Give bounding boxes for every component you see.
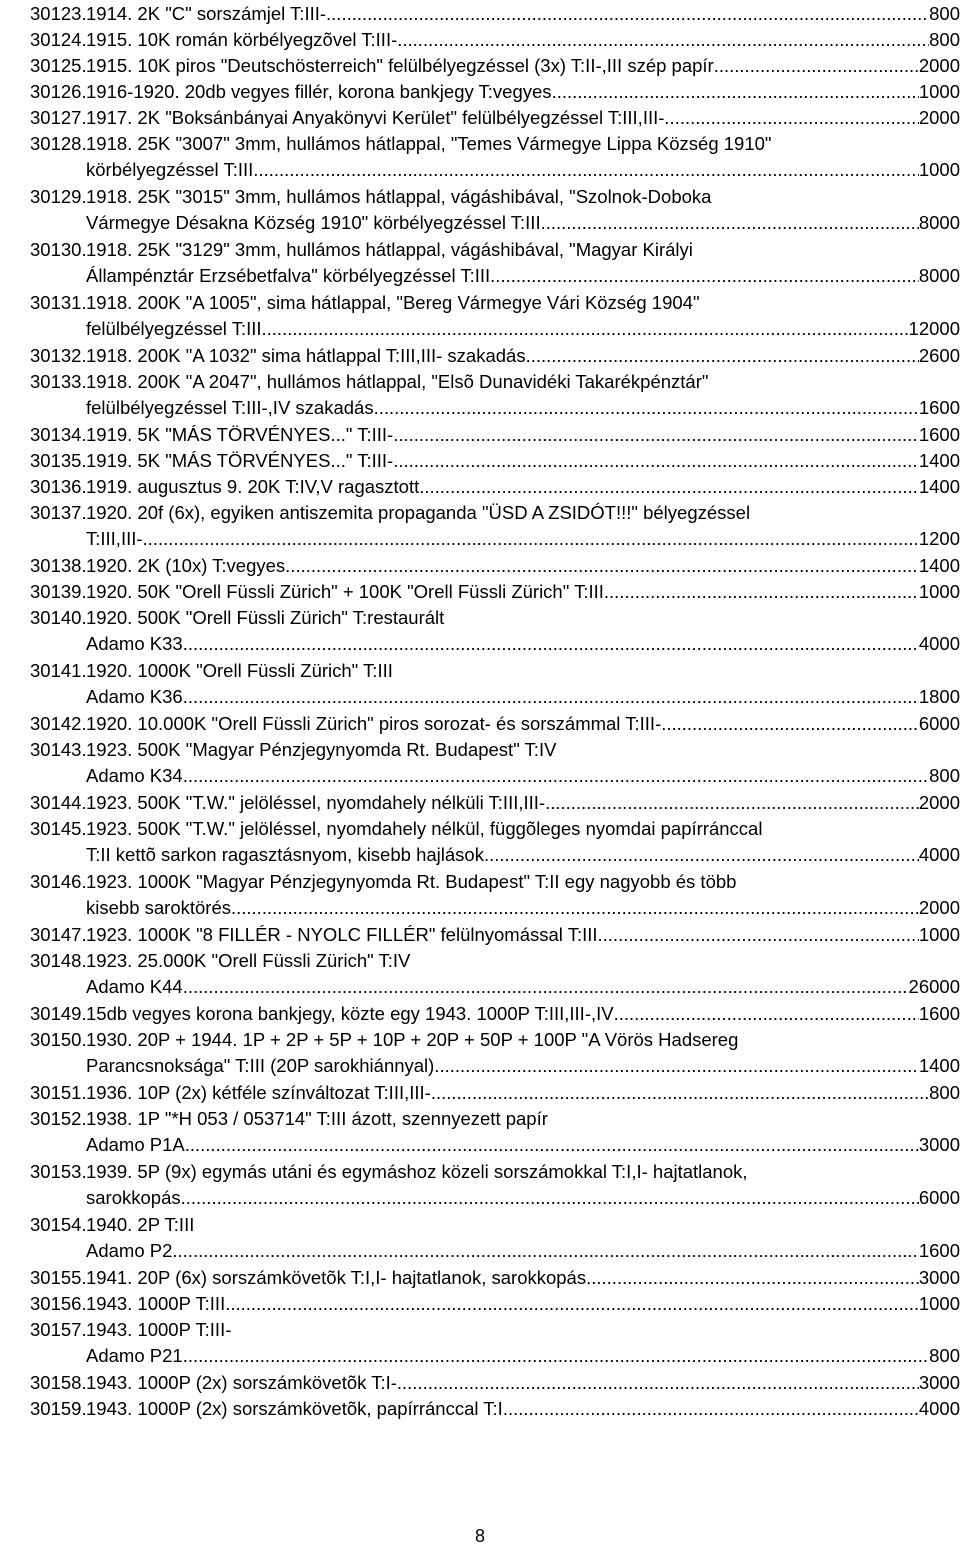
lot-description-line: 1920. 20f (6x), egyiken antiszemita propaganda "ÜSD A ZSIDÓT!!!" bélyegzéssel bbox=[86, 502, 751, 523]
lot-description bbox=[86, 1, 960, 27]
lot-description-line: 1923. 25.000K "Orell Füssli Zürich" T:IV bbox=[86, 950, 411, 971]
lot-price-line bbox=[86, 553, 960, 579]
lot-description-line: 1943. 1000P T:III- bbox=[86, 1319, 232, 1340]
lot-entry bbox=[30, 1265, 960, 1291]
lot-description-line: 1923. 1000K "Magyar Pénzjegynyomda Rt. Budapest" T:II egy nagyobb és több bbox=[86, 871, 737, 892]
dot-leader bbox=[586, 1265, 919, 1291]
lot-number: 30147. bbox=[30, 924, 87, 945]
lot-price: 800 bbox=[929, 3, 960, 24]
lot-description-line: 1916-1920. 20db vegyes fillér, korona bankjegy T:vegyes bbox=[86, 81, 552, 102]
lot-number: 30152. bbox=[30, 1108, 87, 1129]
lot-description bbox=[86, 816, 960, 868]
lot-entry bbox=[30, 1027, 960, 1079]
lot-price: 1000 bbox=[918, 924, 960, 945]
lot-entry bbox=[30, 1317, 960, 1369]
lot-entry bbox=[30, 105, 960, 131]
dot-leader bbox=[393, 422, 919, 448]
lot-entry bbox=[30, 922, 960, 948]
lot-description bbox=[86, 448, 960, 474]
dot-leader bbox=[490, 263, 919, 289]
lot-price-line bbox=[86, 27, 960, 53]
lot-entry bbox=[30, 869, 960, 921]
lot-description bbox=[86, 369, 960, 421]
dot-leader bbox=[541, 210, 919, 236]
lot-price: 1600 bbox=[918, 397, 960, 418]
lot-description bbox=[86, 658, 960, 710]
lot-number: 30133. bbox=[30, 371, 87, 392]
lot-description bbox=[86, 1001, 960, 1027]
lot-list bbox=[30, 1, 960, 1422]
lot-number: 30126. bbox=[30, 81, 87, 102]
lot-description-line: 1920. 1000K "Orell Füssli Zürich" T:III bbox=[86, 660, 393, 681]
lot-entry bbox=[30, 1291, 960, 1317]
lot-description-line: 1918. 25K "3007" 3mm, hullámos hátlappal, "Temes Vármegye Lippa Község 1910" bbox=[86, 133, 772, 154]
lot-price: 4000 bbox=[918, 633, 960, 654]
lot-entry bbox=[30, 1370, 960, 1396]
lot-description-line: 1923. 500K "T.W." jelöléssel, nyomdahely nélkül, függõleges nyomdai papírránccal bbox=[86, 818, 763, 839]
lot-description-line: 1918. 25K "3015" 3mm, hullámos hátlappal, vágáshibával, "Szolnok-Doboka bbox=[86, 186, 712, 207]
lot-entry bbox=[30, 711, 960, 737]
lot-description bbox=[86, 922, 960, 948]
lot-description bbox=[86, 131, 960, 183]
lot-price-line bbox=[86, 922, 960, 948]
lot-price: 4000 bbox=[918, 1398, 960, 1419]
lot-description-line: Állampénztár Erzsébetfalva" körbélyegzéssel T:III bbox=[86, 265, 491, 286]
lot-price: 1600 bbox=[918, 1240, 960, 1261]
lot-description-line: 1919. 5K "MÁS TÖRVÉNYES..." T:III- bbox=[86, 424, 394, 445]
dot-leader bbox=[661, 711, 919, 737]
lot-description-line: 1919. augusztus 9. 20K T:IV,V ragasztott bbox=[86, 476, 420, 497]
lot-price: 800 bbox=[929, 1345, 960, 1366]
lot-entry bbox=[30, 658, 960, 710]
lot-description bbox=[86, 500, 960, 552]
lot-price: 1400 bbox=[918, 1055, 960, 1076]
lot-price-line bbox=[86, 1370, 960, 1396]
lot-description-line: 1943. 1000P T:III bbox=[86, 1293, 226, 1314]
lot-description-line: felülbélyegzéssel T:III-,IV szakadás bbox=[86, 397, 374, 418]
dot-leader bbox=[225, 1291, 919, 1317]
lot-entry bbox=[30, 474, 960, 500]
lot-price-line bbox=[86, 422, 960, 448]
lot-entry bbox=[30, 948, 960, 1000]
lot-entry bbox=[30, 53, 960, 79]
lot-description bbox=[86, 237, 960, 289]
dot-leader bbox=[526, 343, 919, 369]
lot-description-line: Adamo K36 bbox=[86, 686, 183, 707]
lot-price-line bbox=[86, 263, 960, 289]
lot-price-line bbox=[86, 1291, 960, 1317]
lot-price-line bbox=[86, 579, 960, 605]
dot-leader bbox=[183, 631, 919, 657]
lot-number: 30129. bbox=[30, 186, 87, 207]
dot-leader bbox=[503, 1396, 919, 1422]
dot-leader bbox=[374, 395, 919, 421]
lot-description bbox=[86, 579, 960, 605]
dot-leader bbox=[393, 448, 919, 474]
lot-entry bbox=[30, 1396, 960, 1422]
lot-number: 30157. bbox=[30, 1319, 87, 1340]
lot-description bbox=[86, 1291, 960, 1317]
lot-description-line: T:II kettõ sarkon ragasztásnyom, kisebb hajlások bbox=[86, 844, 484, 865]
lot-description-line: Adamo P1A bbox=[86, 1134, 185, 1155]
lot-price: 1000 bbox=[918, 1293, 960, 1314]
lot-description bbox=[86, 105, 960, 131]
lot-price-line bbox=[86, 1132, 960, 1158]
lot-price-line bbox=[86, 526, 960, 552]
lot-price-line bbox=[86, 316, 960, 342]
lot-description bbox=[86, 948, 960, 1000]
lot-price: 2000 bbox=[918, 792, 960, 813]
dot-leader bbox=[185, 1132, 919, 1158]
dot-leader bbox=[326, 1, 929, 27]
lot-price: 1000 bbox=[918, 581, 960, 602]
lot-price-line bbox=[86, 395, 960, 421]
lot-price-line bbox=[86, 974, 960, 1000]
lot-description-line: 1915. 10K román körbélyegzõvel T:III- bbox=[86, 29, 398, 50]
lot-price: 1200 bbox=[918, 528, 960, 549]
lot-number: 30155. bbox=[30, 1267, 87, 1288]
dot-leader bbox=[183, 974, 909, 1000]
lot-entry bbox=[30, 1212, 960, 1264]
dot-leader bbox=[397, 27, 929, 53]
lot-description-line: 1941. 20P (6x) sorszámkövetõk T:I,I- hajtatlanok, sarokkopás bbox=[86, 1267, 587, 1288]
lot-entry bbox=[30, 237, 960, 289]
lot-number: 30132. bbox=[30, 345, 87, 366]
lot-entry bbox=[30, 290, 960, 342]
dot-leader bbox=[419, 474, 919, 500]
lot-number: 30149. bbox=[30, 1003, 87, 1024]
lot-description-line: 1920. 2K (10x) T:vegyes bbox=[86, 555, 286, 576]
page-number: 8 bbox=[474, 1526, 485, 1546]
lot-description bbox=[86, 343, 960, 369]
lot-price: 6000 bbox=[918, 1187, 960, 1208]
lot-entry bbox=[30, 343, 960, 369]
lot-description bbox=[86, 474, 960, 500]
lot-number: 30123. bbox=[30, 3, 87, 24]
dot-leader bbox=[604, 579, 919, 605]
lot-number: 30142. bbox=[30, 713, 87, 734]
lot-price-line bbox=[86, 343, 960, 369]
lot-description-line: felülbélyegzéssel T:III bbox=[86, 318, 262, 339]
lot-price-line bbox=[86, 53, 960, 79]
lot-price: 800 bbox=[929, 765, 960, 786]
lot-number: 30127. bbox=[30, 107, 87, 128]
lot-description bbox=[86, 711, 960, 737]
lot-description-line: körbélyegzéssel T:III bbox=[86, 159, 254, 180]
lot-description-line: 1943. 1000P (2x) sorszámkövetõk, papírránccal T:I bbox=[86, 1398, 503, 1419]
lot-description bbox=[86, 184, 960, 236]
lot-entry bbox=[30, 1, 960, 27]
lot-price-line bbox=[86, 1001, 960, 1027]
lot-number: 30158. bbox=[30, 1372, 87, 1393]
lot-description-line: 1918. 200K "A 1005", sima hátlappal, "Bereg Vármegye Vári Község 1904" bbox=[86, 292, 700, 313]
dot-leader bbox=[484, 842, 919, 868]
lot-price: 800 bbox=[929, 29, 960, 50]
lot-price: 2000 bbox=[918, 55, 960, 76]
lot-description bbox=[86, 553, 960, 579]
lot-entry bbox=[30, 131, 960, 183]
lot-description-line: 1940. 2P T:III bbox=[86, 1214, 195, 1235]
dot-leader bbox=[614, 1001, 919, 1027]
lot-price: 2000 bbox=[918, 897, 960, 918]
lot-price-line bbox=[86, 684, 960, 710]
lot-description-line: 1920. 500K "Orell Füssli Zürich" T:restaurált bbox=[86, 607, 445, 628]
lot-number: 30136. bbox=[30, 476, 87, 497]
lot-price-line bbox=[86, 790, 960, 816]
lot-entry bbox=[30, 422, 960, 448]
lot-price-line bbox=[86, 105, 960, 131]
dot-leader bbox=[183, 763, 929, 789]
lot-description-line: 15db vegyes korona bankjegy, közte egy 1943. 1000P T:III,III-,IV bbox=[86, 1003, 614, 1024]
lot-description bbox=[86, 790, 960, 816]
lot-number: 30134. bbox=[30, 424, 87, 445]
lot-number: 30128. bbox=[30, 133, 87, 154]
lot-number: 30135. bbox=[30, 450, 87, 471]
lot-description bbox=[86, 422, 960, 448]
lot-price-line bbox=[86, 474, 960, 500]
lot-description-line: Adamo P2 bbox=[86, 1240, 173, 1261]
lot-description bbox=[86, 1396, 960, 1422]
lot-entry bbox=[30, 605, 960, 657]
lot-price: 1600 bbox=[918, 424, 960, 445]
lot-entry bbox=[30, 1106, 960, 1158]
lot-price-line bbox=[86, 448, 960, 474]
lot-entry bbox=[30, 79, 960, 105]
lot-price: 3000 bbox=[918, 1134, 960, 1155]
lot-entry bbox=[30, 369, 960, 421]
lot-entry bbox=[30, 448, 960, 474]
lot-number: 30150. bbox=[30, 1029, 87, 1050]
lot-description bbox=[86, 1265, 960, 1291]
lot-description-line: 1918. 200K "A 1032" sima hátlappal T:III,III- szakadás bbox=[86, 345, 526, 366]
lot-price: 1600 bbox=[918, 1003, 960, 1024]
lot-description-line: 1919. 5K "MÁS TÖRVÉNYES..." T:III- bbox=[86, 450, 394, 471]
lot-number: 30143. bbox=[30, 739, 87, 760]
lot-price: 6000 bbox=[918, 713, 960, 734]
dot-leader bbox=[183, 1343, 929, 1369]
lot-price: 3000 bbox=[918, 1372, 960, 1393]
lot-price: 1400 bbox=[918, 450, 960, 471]
lot-description bbox=[86, 1317, 960, 1369]
lot-description bbox=[86, 605, 960, 657]
lot-number: 30151. bbox=[30, 1082, 87, 1103]
dot-leader bbox=[431, 1080, 929, 1106]
lot-price-line bbox=[86, 1238, 960, 1264]
dot-leader bbox=[231, 895, 919, 921]
lot-entry bbox=[30, 27, 960, 53]
lot-description-line: 1923. 500K "Magyar Pénzjegynyomda Rt. Budapest" T:IV bbox=[86, 739, 557, 760]
lot-entry bbox=[30, 184, 960, 236]
lot-price-line bbox=[86, 1185, 960, 1211]
lot-description-line: 1923. 500K "T.W." jelöléssel, nyomdahely nélküli T:III,III- bbox=[86, 792, 546, 813]
dot-leader bbox=[262, 316, 909, 342]
lot-price: 1000 bbox=[918, 159, 960, 180]
dot-leader bbox=[714, 53, 919, 79]
dot-leader bbox=[598, 922, 919, 948]
lot-entry bbox=[30, 553, 960, 579]
lot-number: 30153. bbox=[30, 1161, 87, 1182]
lot-description bbox=[86, 290, 960, 342]
lot-price: 8000 bbox=[918, 212, 960, 233]
lot-number: 30145. bbox=[30, 818, 87, 839]
lot-number: 30144. bbox=[30, 792, 87, 813]
lot-price-line bbox=[86, 631, 960, 657]
lot-description-line: Parancsnoksága" T:III (20P sarokhiánnyal) bbox=[86, 1055, 435, 1076]
lot-number: 30140. bbox=[30, 607, 87, 628]
lot-description-line: kisebb saroktörés bbox=[86, 897, 231, 918]
lot-description bbox=[86, 1370, 960, 1396]
lot-price: 800 bbox=[929, 1082, 960, 1103]
lot-entry bbox=[30, 816, 960, 868]
dot-leader bbox=[143, 526, 919, 552]
lot-description-line: Adamo K33 bbox=[86, 633, 183, 654]
lot-description-line: 1917. 2K "Boksánbányai Anyakönyvi Kerület" felülbélyegzéssel T:III,III- bbox=[86, 107, 665, 128]
lot-description-line: 1918. 200K "A 2047", hullámos hátlappal, "Elsõ Dunavidéki Takarékpénztár" bbox=[86, 371, 709, 392]
dot-leader bbox=[253, 157, 919, 183]
dot-leader bbox=[183, 684, 919, 710]
lot-number: 30141. bbox=[30, 660, 87, 681]
lot-description-line: 1920. 10.000K "Orell Füssli Zürich" piros sorozat- és sorszámmal T:III- bbox=[86, 713, 662, 734]
lot-description-line: 1939. 5P (9x) egymás utáni és egymáshoz közeli sorszámokkal T:I,I- hajtatlanok, bbox=[86, 1161, 748, 1182]
lot-number: 30139. bbox=[30, 581, 87, 602]
lot-number: 30137. bbox=[30, 502, 87, 523]
lot-price-line bbox=[86, 210, 960, 236]
lot-description-line: 1936. 10P (2x) kétféle színváltozat T:III,III- bbox=[86, 1082, 431, 1103]
lot-entry bbox=[30, 500, 960, 552]
lot-description-line: 1920. 50K "Orell Füssli Zürich" + 100K "Orell Füssli Zürich" T:III bbox=[86, 581, 604, 602]
lot-number: 30125. bbox=[30, 55, 87, 76]
lot-price-line bbox=[86, 1053, 960, 1079]
lot-price-line bbox=[86, 1080, 960, 1106]
dot-leader bbox=[397, 1370, 919, 1396]
lot-description bbox=[86, 737, 960, 789]
lot-number: 30130. bbox=[30, 239, 87, 260]
lot-price: 26000 bbox=[908, 976, 960, 997]
lot-number: 30138. bbox=[30, 555, 87, 576]
lot-entry bbox=[30, 579, 960, 605]
lot-price-line bbox=[86, 1343, 960, 1369]
lot-description-line: 1938. 1P "*H 053 / 053714" T:III ázott, szennyezett papír bbox=[86, 1108, 548, 1129]
lot-price: 12000 bbox=[908, 318, 960, 339]
lot-price-line bbox=[86, 157, 960, 183]
lot-description bbox=[86, 1212, 960, 1264]
dot-leader bbox=[172, 1238, 918, 1264]
lot-price: 1000 bbox=[918, 81, 960, 102]
lot-price: 1400 bbox=[918, 476, 960, 497]
lot-description-line: Adamo K34 bbox=[86, 765, 183, 786]
lot-price: 3000 bbox=[918, 1267, 960, 1288]
lot-description-line: 1915. 10K piros "Deutschösterreich" felülbélyegzéssel (3x) T:II-,III szép papír bbox=[86, 55, 714, 76]
dot-leader bbox=[285, 553, 919, 579]
lot-price: 8000 bbox=[918, 265, 960, 286]
lot-entry bbox=[30, 1159, 960, 1211]
dot-leader bbox=[545, 790, 919, 816]
lot-entry bbox=[30, 790, 960, 816]
lot-description-line: 1914. 2K "C" sorszámjel T:III- bbox=[86, 3, 327, 24]
dot-leader bbox=[434, 1053, 919, 1079]
lot-description-line: Adamo P21 bbox=[86, 1345, 183, 1366]
lot-price: 2000 bbox=[918, 107, 960, 128]
lot-description bbox=[86, 1159, 960, 1211]
lot-description bbox=[86, 1080, 960, 1106]
lot-price-line bbox=[86, 1396, 960, 1422]
lot-price-line bbox=[86, 711, 960, 737]
lot-description bbox=[86, 1027, 960, 1079]
lot-price-line bbox=[86, 763, 960, 789]
lot-description-line: 1923. 1000K "8 FILLÉR - NYOLC FILLÉR" felülnyomással T:III bbox=[86, 924, 598, 945]
lot-price-line bbox=[86, 79, 960, 105]
dot-leader bbox=[664, 105, 918, 131]
lot-entry bbox=[30, 1001, 960, 1027]
lot-number: 30131. bbox=[30, 292, 87, 313]
lot-number: 30156. bbox=[30, 1293, 87, 1314]
lot-number: 30124. bbox=[30, 29, 87, 50]
dot-leader bbox=[181, 1185, 919, 1211]
lot-price: 1400 bbox=[918, 555, 960, 576]
lot-price-line bbox=[86, 895, 960, 921]
lot-price: 4000 bbox=[918, 844, 960, 865]
lot-description-line: T:III,III- bbox=[86, 528, 143, 549]
lot-entry bbox=[30, 737, 960, 789]
lot-description-line: sarokkopás bbox=[86, 1187, 181, 1208]
lot-description-line: 1918. 25K "3129" 3mm, hullámos hátlappal, vágáshibával, "Magyar Királyi bbox=[86, 239, 693, 260]
lot-description bbox=[86, 53, 960, 79]
lot-entry bbox=[30, 1080, 960, 1106]
lot-description-line: 1930. 20P + 1944. 1P + 2P + 5P + 10P + 20P + 50P + 100P "A Vörös Hadsereg bbox=[86, 1029, 739, 1050]
lot-description-line: Vármegye Désakna Község 1910" körbélyegzéssel T:III bbox=[86, 212, 541, 233]
lot-number: 30159. bbox=[30, 1398, 87, 1419]
lot-description bbox=[86, 1106, 960, 1158]
lot-description-line: 1943. 1000P (2x) sorszámkövetõk T:I- bbox=[86, 1372, 397, 1393]
lot-price-line bbox=[86, 1265, 960, 1291]
lot-number: 30146. bbox=[30, 871, 87, 892]
lot-price: 2600 bbox=[918, 345, 960, 366]
lot-price-line bbox=[86, 842, 960, 868]
lot-price-line bbox=[86, 1, 960, 27]
dot-leader bbox=[552, 79, 919, 105]
lot-number: 30148. bbox=[30, 950, 87, 971]
lot-number: 30154. bbox=[30, 1214, 87, 1235]
lot-description bbox=[86, 79, 960, 105]
lot-description bbox=[86, 27, 960, 53]
lot-description bbox=[86, 869, 960, 921]
lot-price: 1800 bbox=[918, 686, 960, 707]
lot-description-line: Adamo K44 bbox=[86, 976, 183, 997]
